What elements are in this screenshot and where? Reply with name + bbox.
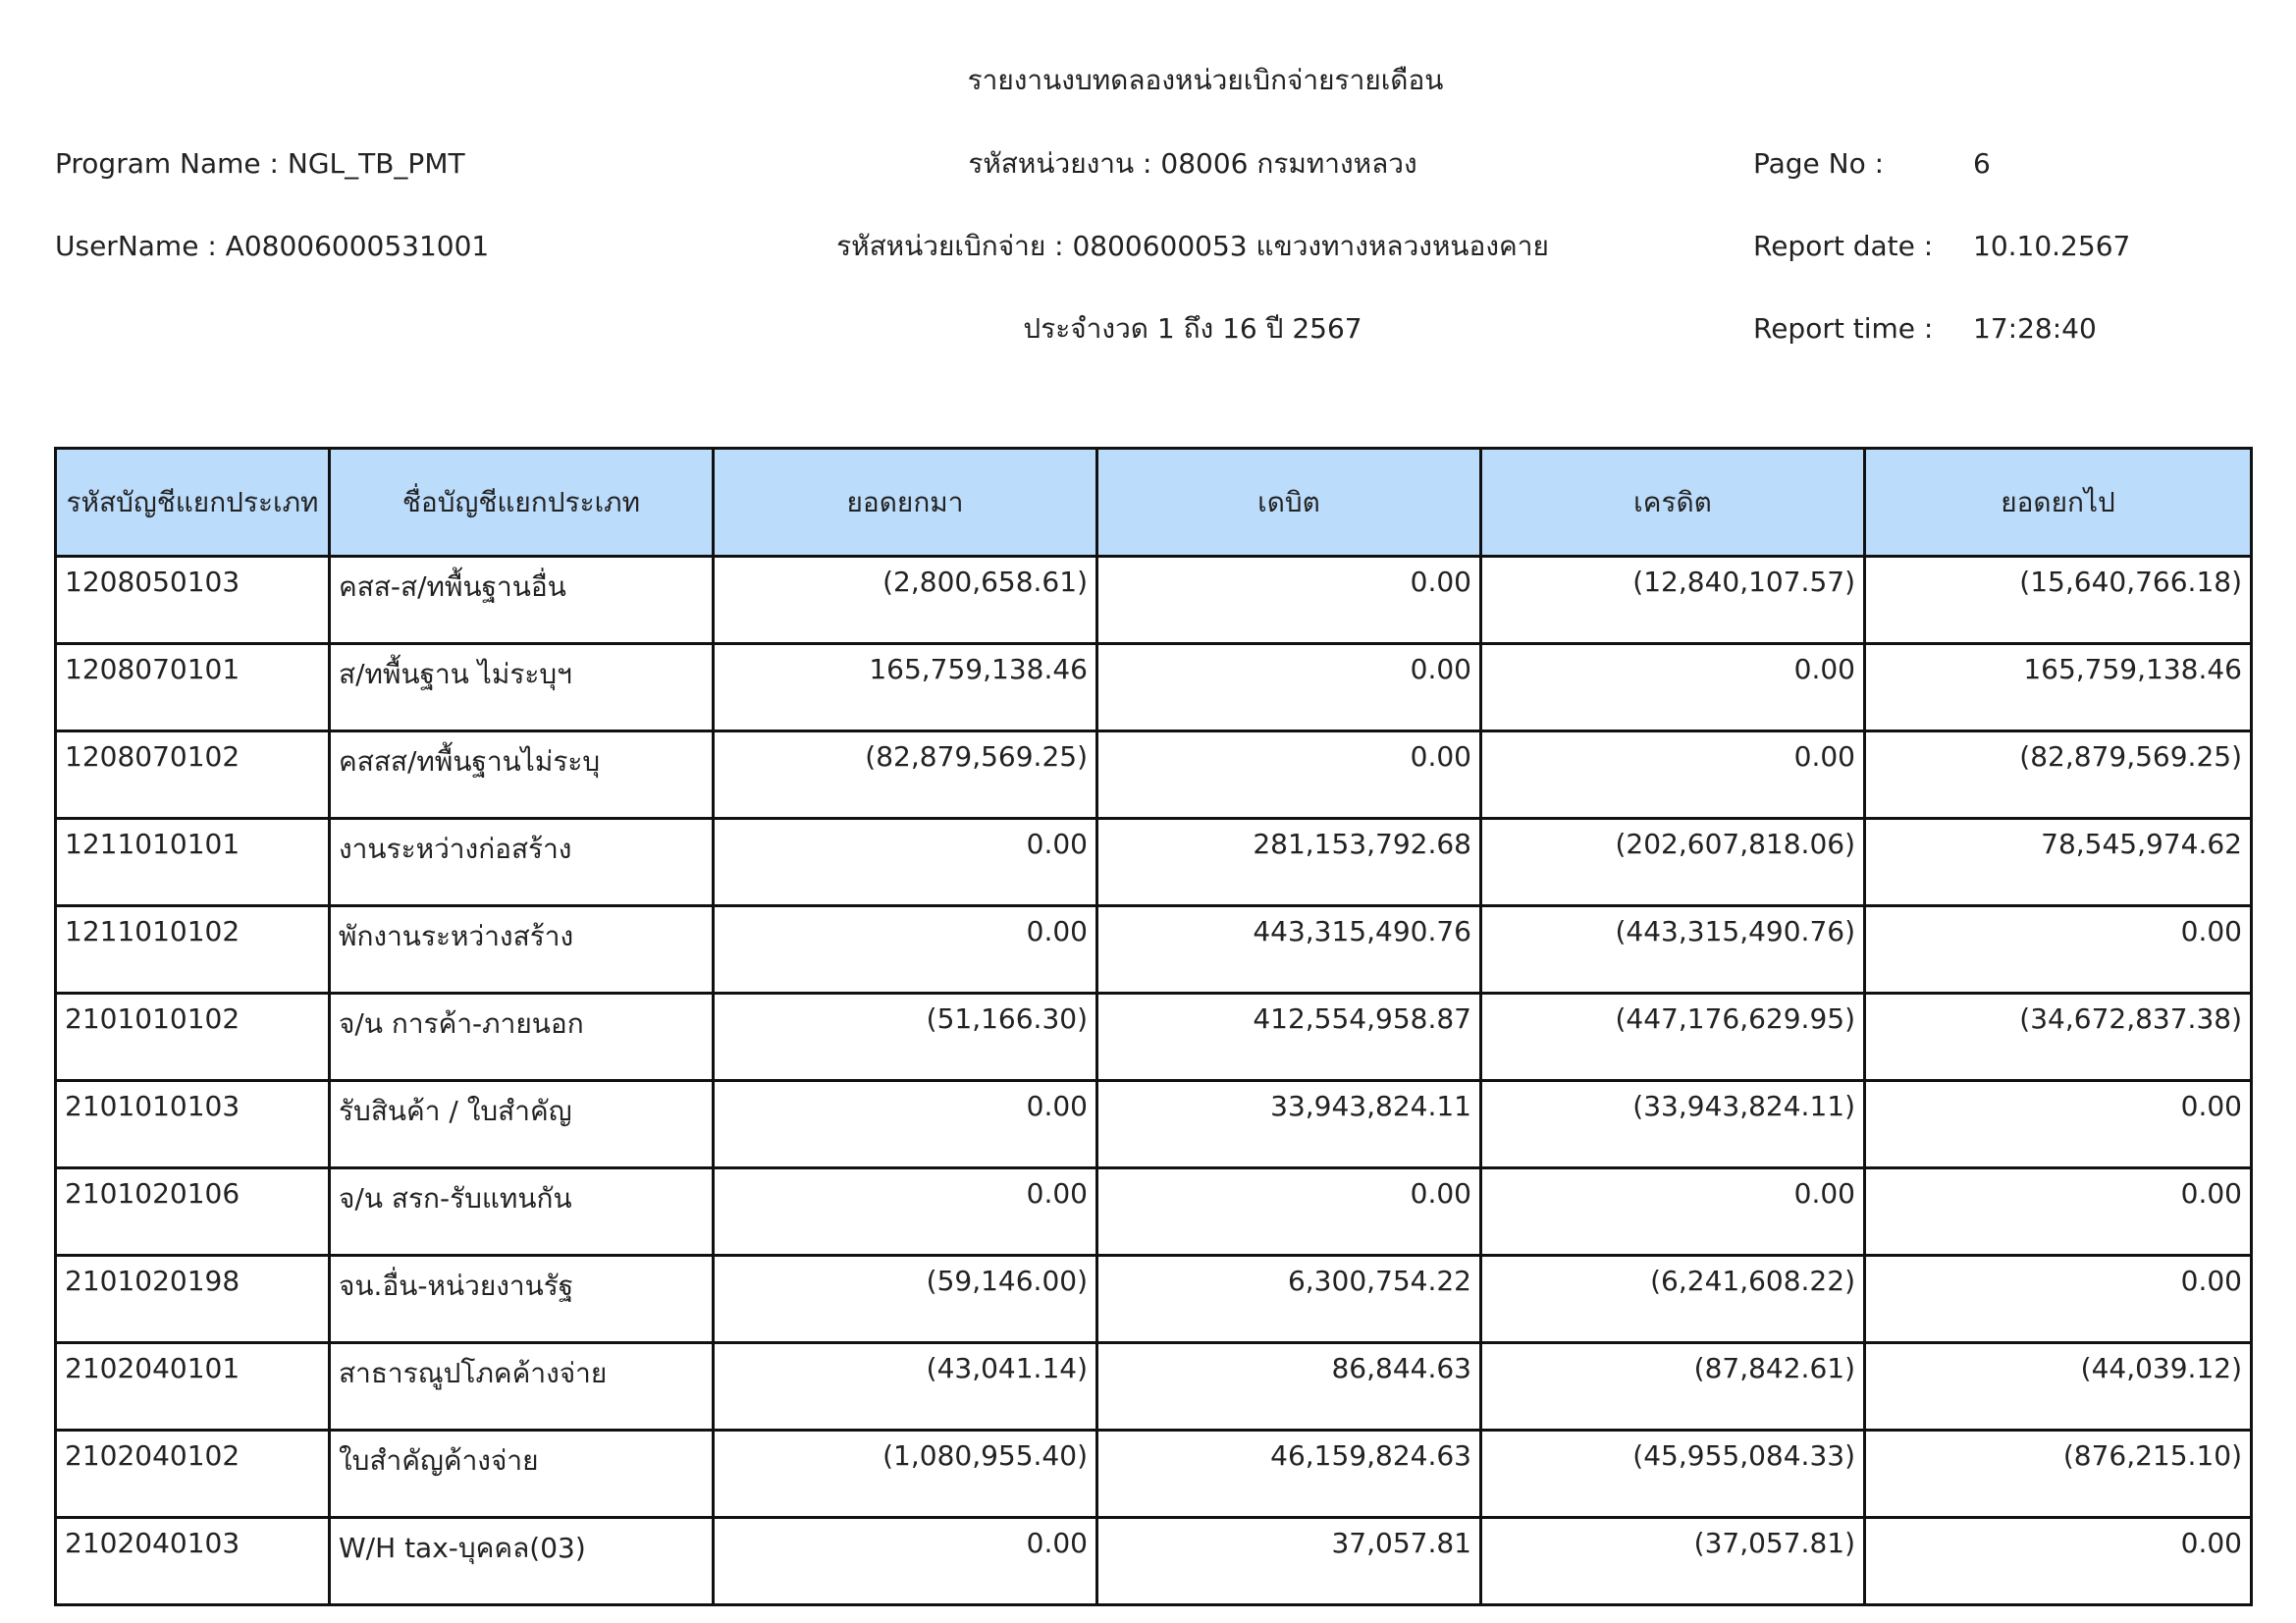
col-header-account-name: ชื่อบัญชีแยกประเภท (330, 449, 714, 557)
account-name-cell: ส/ทพื้นฐาน ไม่ระบุฯ (330, 644, 714, 731)
credit-cell: (6,241,608.22) (1481, 1256, 1865, 1343)
account-code-cell: 1211010102 (56, 906, 330, 994)
account-name-cell: จ/น การค้า-ภายนอก (330, 994, 714, 1081)
opening-balance-cell: 0.00 (714, 1168, 1097, 1256)
closing-balance-cell: 0.00 (1865, 1256, 2252, 1343)
closing-balance-cell: 0.00 (1865, 1081, 2252, 1168)
table-row (56, 1343, 2252, 1431)
credit-cell: (45,955,084.33) (1481, 1431, 1865, 1518)
account-code-cell: 1208050103 (56, 557, 330, 644)
closing-balance-cell: (34,672,837.38) (1865, 994, 2252, 1081)
account-name-cell: ใบสำคัญค้างจ่าย (330, 1431, 714, 1518)
closing-balance-cell: (15,640,766.18) (1865, 557, 2252, 644)
opening-balance-cell: (43,041.14) (714, 1343, 1097, 1431)
account-name-cell: คสสส/ทพื้นฐานไม่ระบุ (330, 731, 714, 819)
col-header-closing-balance: ยอดยกไป (1865, 449, 2252, 557)
debit-cell: 0.00 (1097, 644, 1481, 731)
report-date-label: Report date : (1753, 230, 1934, 262)
report-period: ประจำงวด 1 ถึง 16 ปี 2567 (1023, 312, 1362, 345)
debit-cell: 37,057.81 (1097, 1518, 1481, 1605)
opening-balance-cell: (51,166.30) (714, 994, 1097, 1081)
user-name: UserName : A08006000531001 (55, 230, 490, 262)
account-code-cell: 2101020106 (56, 1168, 330, 1256)
debit-cell: 281,153,792.68 (1097, 819, 1481, 906)
report-date-value: 10.10.2567 (1973, 230, 2131, 262)
table-row (56, 644, 2252, 731)
credit-cell: 0.00 (1481, 644, 1865, 731)
report-time-value: 17:28:40 (1973, 312, 2097, 345)
closing-balance-cell: 0.00 (1865, 1518, 2252, 1605)
account-code-cell: 2101010102 (56, 994, 330, 1081)
closing-balance-cell: 0.00 (1865, 906, 2252, 994)
account-code-cell: 2101020198 (56, 1256, 330, 1343)
opening-balance-cell: (82,879,569.25) (714, 731, 1097, 819)
debit-cell: 33,943,824.11 (1097, 1081, 1481, 1168)
account-name-cell: งานระหว่างก่อสร้าง (330, 819, 714, 906)
credit-cell: (443,315,490.76) (1481, 906, 1865, 994)
opening-balance-cell: 0.00 (714, 1518, 1097, 1605)
account-name-cell: รับสินค้า / ใบสำคัญ (330, 1081, 714, 1168)
account-code-cell: 2101010103 (56, 1081, 330, 1168)
account-code-cell: 1211010101 (56, 819, 330, 906)
credit-cell: (202,607,818.06) (1481, 819, 1865, 906)
credit-cell: 0.00 (1481, 1168, 1865, 1256)
account-code-cell: 1208070101 (56, 644, 330, 731)
account-name-cell: W/H tax-บุคคล(03) (330, 1518, 714, 1605)
debit-cell: 0.00 (1097, 1168, 1481, 1256)
program-name: Program Name : NGL_TB_PMT (55, 147, 465, 180)
table-row (56, 557, 2252, 644)
account-code-cell: 2102040103 (56, 1518, 330, 1605)
opening-balance-cell: (59,146.00) (714, 1256, 1097, 1343)
account-code-cell: 2102040101 (56, 1343, 330, 1431)
table-row (56, 731, 2252, 819)
account-name-cell: สาธารณูปโภคค้างจ่าย (330, 1343, 714, 1431)
opening-balance-cell: 0.00 (714, 819, 1097, 906)
table-row (56, 1431, 2252, 1518)
account-name-cell: จน.อื่น-หน่วยงานรัฐ (330, 1256, 714, 1343)
credit-cell: (37,057.81) (1481, 1518, 1865, 1605)
opening-balance-cell: 165,759,138.46 (714, 644, 1097, 731)
trial-balance-table (54, 447, 2253, 1606)
debit-cell: 46,159,824.63 (1097, 1431, 1481, 1518)
account-name-cell: พักงานระหว่างสร้าง (330, 906, 714, 994)
table-row (56, 819, 2252, 906)
report-title: รายงานงบทดลองหน่วยเบิกจ่ายรายเดือน (967, 64, 1444, 96)
account-name-cell: จ/น สรก-รับแทนกัน (330, 1168, 714, 1256)
credit-cell: (87,842.61) (1481, 1343, 1865, 1431)
debit-cell: 443,315,490.76 (1097, 906, 1481, 994)
table-row (56, 1256, 2252, 1343)
debit-cell: 0.00 (1097, 557, 1481, 644)
table-row (56, 1168, 2252, 1256)
closing-balance-cell: 0.00 (1865, 1168, 2252, 1256)
agency-code: รหัสหน่วยงาน : 08006 กรมทางหลวง (968, 147, 1417, 180)
account-code-cell: 1208070102 (56, 731, 330, 819)
opening-balance-cell: (2,800,658.61) (714, 557, 1097, 644)
table-row (56, 1081, 2252, 1168)
opening-balance-cell: 0.00 (714, 1081, 1097, 1168)
page-no-label: Page No : (1753, 147, 1885, 180)
col-header-debit: เดบิต (1097, 449, 1481, 557)
col-header-opening-balance: ยอดยกมา (714, 449, 1097, 557)
report-time-label: Report time : (1753, 312, 1934, 345)
credit-cell: 0.00 (1481, 731, 1865, 819)
table-row (56, 994, 2252, 1081)
closing-balance-cell: 165,759,138.46 (1865, 644, 2252, 731)
account-code-cell: 2102040102 (56, 1431, 330, 1518)
opening-balance-cell: 0.00 (714, 906, 1097, 994)
debit-cell: 412,554,958.87 (1097, 994, 1481, 1081)
closing-balance-cell: (82,879,569.25) (1865, 731, 2252, 819)
closing-balance-cell: 78,545,974.62 (1865, 819, 2252, 906)
opening-balance-cell: (1,080,955.40) (714, 1431, 1097, 1518)
table-header-row (56, 449, 2252, 557)
credit-cell: (33,943,824.11) (1481, 1081, 1865, 1168)
table-row (56, 906, 2252, 994)
closing-balance-cell: (876,215.10) (1865, 1431, 2252, 1518)
credit-cell: (12,840,107.57) (1481, 557, 1865, 644)
page-no-value: 6 (1973, 147, 1991, 180)
account-name-cell: คสส-ส/ทพื้นฐานอื่น (330, 557, 714, 644)
table-row (56, 1518, 2252, 1605)
debit-cell: 86,844.63 (1097, 1343, 1481, 1431)
disbursing-unit: รหัสหน่วยเบิกจ่าย : 0800600053 แขวงทางหลวงหนองคาย (836, 230, 1549, 262)
debit-cell: 6,300,754.22 (1097, 1256, 1481, 1343)
debit-cell: 0.00 (1097, 731, 1481, 819)
col-header-credit: เครดิต (1481, 449, 1865, 557)
closing-balance-cell: (44,039.12) (1865, 1343, 2252, 1431)
credit-cell: (447,176,629.95) (1481, 994, 1865, 1081)
col-header-account-code: รหัสบัญชีแยกประเภท (56, 449, 330, 557)
table-body (56, 557, 2252, 1605)
